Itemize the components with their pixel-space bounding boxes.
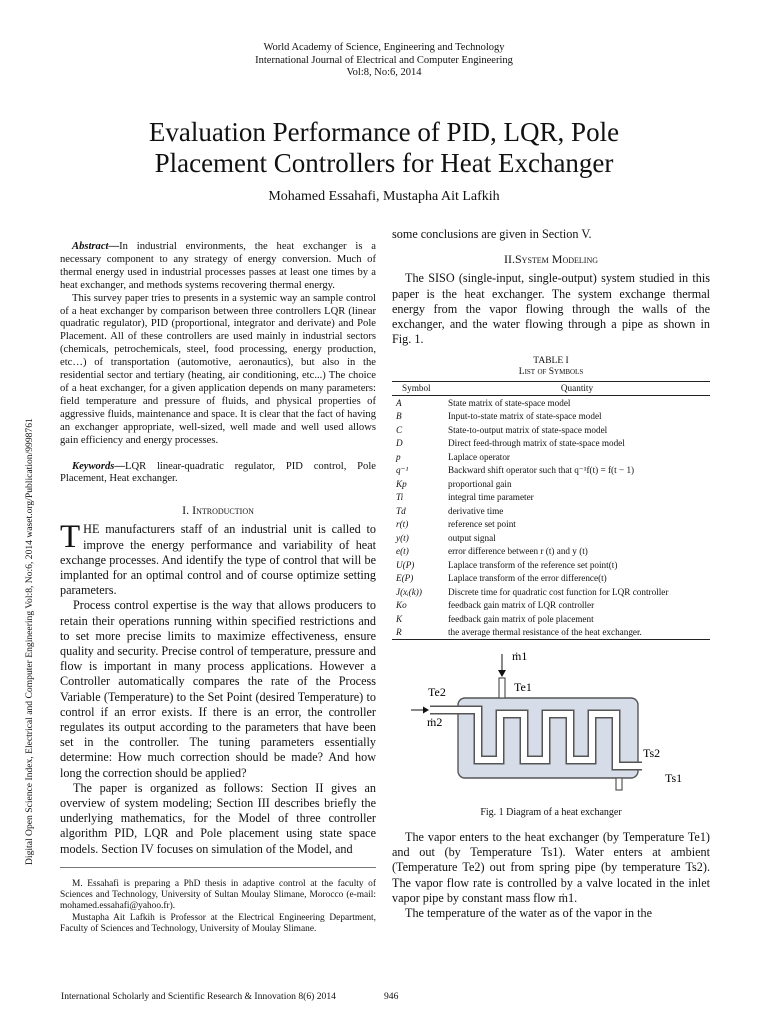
intro-heading: I. Introduction	[182, 503, 254, 518]
keywords-label: Keywords	[72, 460, 115, 472]
symbol-cell: Ti	[396, 492, 404, 503]
symbol-cell: p	[396, 451, 401, 462]
symbol-cell: B	[396, 411, 402, 422]
quantity-cell: Laplace transform of the error difference(t)	[448, 573, 607, 584]
symbols-table-block	[392, 356, 710, 640]
symbol-cell: A	[396, 397, 402, 408]
authors: Mohamed Essahafi, Mustapha Ait Lafkih	[268, 189, 500, 204]
abstract-p2: This survey paper tries to presents in a systemic way an sample control of a heat exchanger by comparison between three controllers LQR (linear quadratic regulator), PID (proportional, integrator and derivate) and Pole Placement. All of these controllers are used mainly in industrial sectors (chemicals, petrochemicals, steel, food processing, energy production, etc…) of transportation (automotive, aeronautics), but also in the residential sector and tertiary (heating, air conditioning, etc...) The choice of a heat exchanger, for a given application depends on many parameters: field temperature and pressure of fluids, and physical properties of aggressive fluids, maintenance and space. It is clear that the fact of having an exchanger appropriate, well-sized, well made and well used allows gain efficiency and energy processes.	[60, 292, 376, 446]
quantity-cell: Input-to-state matrix of state-space model	[448, 411, 602, 422]
table-row	[392, 531, 710, 545]
symbol-cell: y(t)	[396, 532, 409, 543]
table-row	[392, 585, 710, 599]
table-caption-2: List of Symbols	[518, 367, 584, 377]
label-te2: Te2	[428, 685, 446, 699]
footer-publisher: International Scholarly and Scientific Research & Innovation 8(6) 2014	[61, 991, 336, 1002]
keywords-dash: —	[114, 460, 125, 472]
symbol-cell: K	[396, 613, 403, 624]
journal-header	[0, 42, 768, 80]
symbol-cell: R	[392, 626, 444, 640]
symbol-cell: D	[396, 438, 403, 449]
title-line-1: Evaluation Performance of PID, LQR, Pole	[148, 117, 620, 147]
col-symbol: Symbol	[392, 382, 444, 396]
quantity-cell: output signal	[448, 532, 496, 543]
paper-title	[60, 117, 708, 179]
right-column-lower	[392, 830, 710, 921]
symbol-cell: E(P)	[396, 573, 414, 584]
table-row	[392, 572, 710, 586]
after-fig-p2: The temperature of the water as of the vapor in the	[405, 906, 653, 921]
table-row	[392, 410, 710, 424]
symbol-cell: r(t)	[396, 519, 409, 530]
table-caption-1: TABLE I	[533, 356, 569, 366]
intro-p1: HE manufacturers staff of an industrial unit is called to improve the energy performance and variability of heat exchange processes. And identify the type of control that will be implanted for an optimal control and of course optimize setting parameters.	[60, 522, 376, 598]
table-row	[392, 450, 710, 464]
side-index-text: Digital Open Science Index, Electrical and Computer Engineering Vol:8, No:6, 2014 waset.org/Publication/9998761	[24, 418, 35, 865]
label-ts2: Ts2	[643, 746, 661, 760]
symbols-table	[392, 381, 710, 640]
label-m2: ṁ2	[427, 715, 443, 729]
table-row	[392, 626, 710, 640]
footnote-1: M. Essahafi is preparing a PhD thesis in adaptive control at the faculty of Sciences and Technology, University of Sultan Moulay Slimane, Morocco (e-mail: mohamed.essahafi@yahoo.fr).	[60, 879, 376, 912]
table-row	[392, 518, 710, 532]
table-row	[392, 491, 710, 505]
symbol-cell: q⁻¹	[396, 464, 409, 475]
m2-arrowhead	[423, 707, 429, 714]
abstract-dash: —	[108, 241, 120, 252]
footnote-2: Mustapha Ait Lafkih is Professor at the Electrical Engineering Department, Faculty of Sciences and Technology, University of Moulay Slimane.	[60, 912, 376, 934]
keywords	[60, 461, 376, 487]
quantity-cell: State matrix of state-space model	[448, 397, 571, 408]
symbol-cell: Td	[396, 505, 406, 516]
table-row	[392, 464, 710, 478]
quantity-cell: derivative time	[448, 505, 504, 516]
intro-p3: The paper is organized as follows: Section II gives an overview of system modeling; Section III describes briefly the underlying mathematics, for the Model of three controller algorithm PID, LQR and Pole placement using state space models. Section IV focuses on simulation of the Model, and	[60, 780, 376, 856]
vapor-inlet-pipe	[499, 678, 505, 698]
footnote-rule	[60, 867, 376, 871]
quantity-cell: proportional gain	[448, 478, 512, 489]
quantity-cell: integral time parameter	[448, 492, 534, 503]
page-number: 946	[384, 991, 399, 1002]
quantity-cell: Backward shift operator such that q⁻¹f(t) = f(t − 1)	[448, 464, 635, 475]
label-ts1: Ts1	[665, 771, 683, 785]
dropcap: T	[60, 519, 81, 556]
quantity-cell: Direct feed-through matrix of state-space model	[448, 438, 625, 449]
table-row	[392, 396, 710, 410]
symbol-cell: C	[396, 424, 403, 435]
table-body	[392, 396, 710, 640]
quantity-cell: Discrete time for quadratic cost function for LQR controller	[448, 586, 669, 597]
label-m1: ṁ1	[512, 649, 528, 663]
header-line-3: Vol:8, No:6, 2014	[346, 67, 422, 78]
quantity-cell: feedback gain matrix of pole placement	[448, 613, 594, 624]
abstract-label: Abstract	[72, 241, 109, 252]
table-row	[392, 423, 710, 437]
symbol-cell: Kp	[396, 478, 407, 489]
section2-heading: II.System Modeling	[504, 252, 598, 267]
quantity-cell: error difference between r (t) and y (t)	[448, 546, 588, 557]
table-row	[392, 612, 710, 626]
vapor-outlet-pipe	[616, 778, 622, 790]
title-line-2: Placement Controllers for Heat Exchanger	[154, 148, 614, 178]
table-row	[392, 477, 710, 491]
intro-continuation: some conclusions are given in Section V.	[392, 227, 592, 241]
quantity-cell: feedback gain matrix of LQR controller	[448, 600, 595, 611]
section2-p1: The SISO (single-input, single-output) system studied in this paper is the heat exchanger. The system exchange thermal energy from the vapor flowing through the walls of the exchanger, and the water flowing through a pipe as shown in Fig. 1.	[392, 271, 710, 347]
table-row	[392, 504, 710, 518]
right-column	[392, 227, 710, 347]
table-row	[392, 545, 710, 559]
symbol-cell: e(t)	[396, 546, 409, 557]
quantity-cell: Laplace operator	[448, 451, 510, 462]
quantity-cell: Laplace transform of the reference set point(t)	[448, 559, 618, 570]
table-row	[392, 437, 710, 451]
table-row	[392, 599, 710, 613]
abstract-p1: In industrial environments, the heat exchanger is a necessary component to any strategy of energy conversion. Much of thermal energy used in industrial processes passes at least one times by a heat exchanger, and methods systems recovering thermal energy.	[60, 241, 376, 291]
keywords-text: LQR linear-quadratic regulator, PID control, Pole Placement, Heat exchanger.	[60, 460, 376, 485]
footnotes	[60, 879, 376, 935]
m1-arrowhead	[498, 670, 506, 677]
intro-p2: Process control expertise is the way that allows producers to retain their operations running within specified restrictions and to set more precise limits to maximize effectiveness, ensure quality and security. Precise control of temperature, pressure and flow is important in many process applications. However a Controller automatically compares the rate of the Process Variable (Temperature) to the Set Point (desired Temperature) to control if an error exists. If there is an error, the controller regulates its output according to the parameters that have been set in the controller. The tuning parameters essentially determine: How much correction should be made? And how long the correction should be applied?	[60, 598, 376, 780]
quantity-cell: the average thermal resistance of the heat exchanger.	[444, 626, 710, 640]
quantity-cell: reference set point	[448, 519, 516, 530]
left-column	[60, 241, 376, 857]
symbol-cell: Ko	[396, 600, 407, 611]
header-line-2: International Journal of Electrical and Computer Engineering	[255, 54, 513, 66]
label-te1: Te1	[514, 680, 532, 694]
figure-caption: Fig. 1 Diagram of a heat exchanger	[480, 807, 622, 818]
symbol-cell: U(P)	[396, 559, 415, 570]
heat-exchanger-diagram	[410, 648, 710, 798]
quantity-cell: State-to-output matrix of state-space model	[448, 424, 608, 435]
intro-body	[60, 519, 376, 856]
table-header-row	[392, 382, 710, 396]
col-quantity: Quantity	[444, 382, 710, 396]
header-line-1: World Academy of Science, Engineering and Technology	[263, 42, 505, 53]
table-row	[392, 558, 710, 572]
after-fig-p1: The vapor enters to the heat exchanger (by Temperature Te1) and out (by Temperature Ts1). Water enters at ambient (Temperature Te2) out from spring pipe (by temperature Ts2). The vapor flow rate is controlled by a valve located in the inlet vapor pipe by constant mass flow ṁ1.	[392, 830, 710, 905]
abstract	[60, 241, 376, 448]
symbol-cell: J(xᵢ(k))	[396, 586, 422, 597]
